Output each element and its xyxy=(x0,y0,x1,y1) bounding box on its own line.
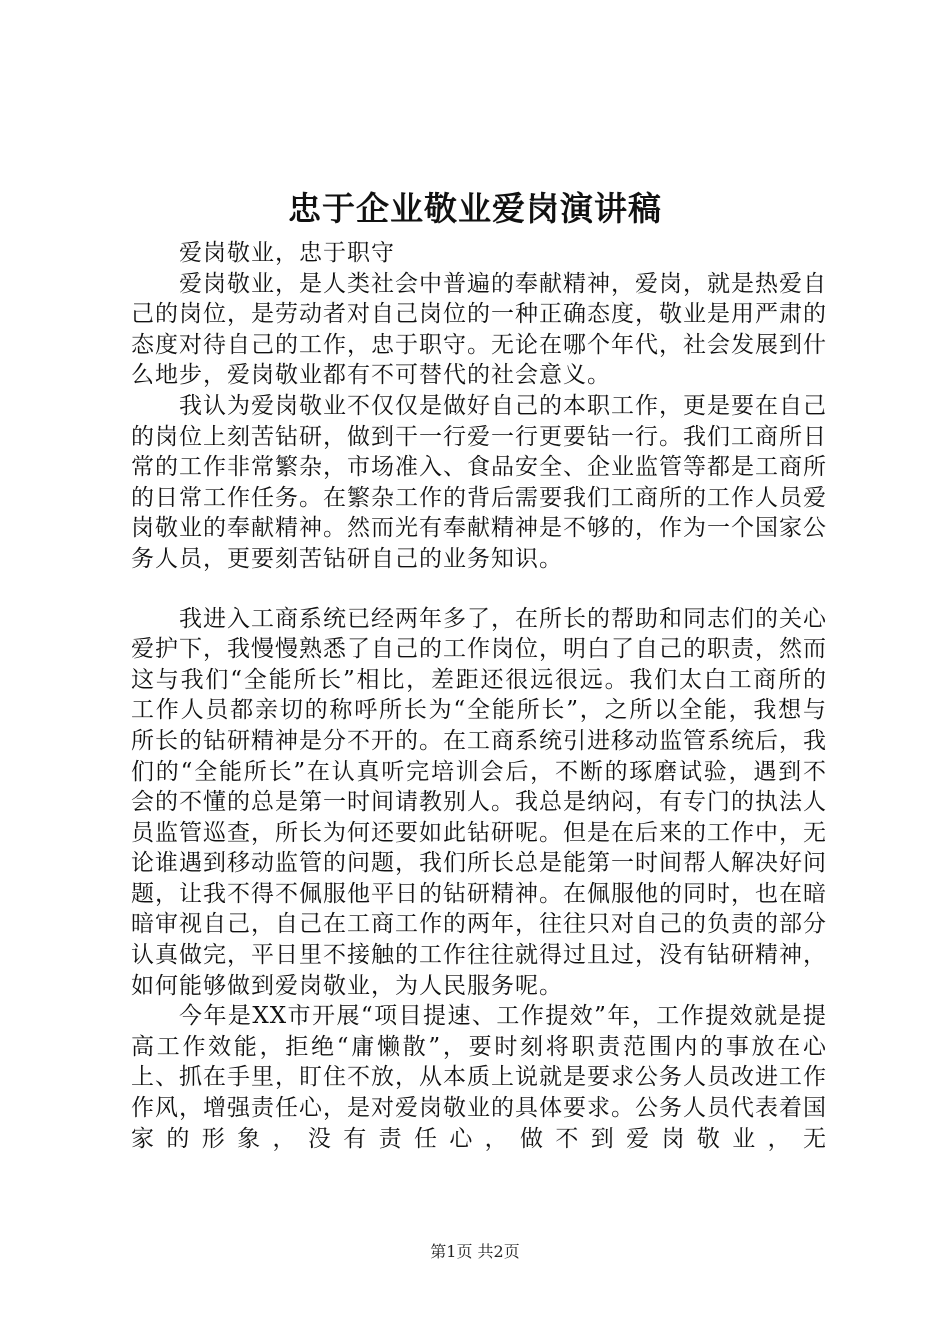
paragraph-intro: 爱岗敬业，是人类社会中普遍的奉献精神，爱岗，就是热爱自己的岗位，是劳动者对自己岗位的一种正确态度，敬业是用严肃的态度对待自己的工作，忠于职守。无论在哪个年代，社会发展到什么地步，爱岗敬业都有不可替代的社会意义。 xyxy=(131,270,827,389)
paragraph-study: 我认为爱岗敬业不仅仅是做好自己的本职工作，更是要在自己的岗位上刻苦钻研，做到干一行爱一行更要钻一行。我们工商所日常的工作非常繁杂，市场准入、食品安全、企业监管等都是工商所的日常工作任务。在繁杂工作的背后需要我们工商所的工作人员爱岗敬业的奉献精神。然而光有奉献精神是不够的，作为一个国家公务人员，更要刻苦钻研自己的业务知识。 xyxy=(131,392,827,572)
page-number: 第1页 共2页 xyxy=(430,1242,520,1261)
paragraph-efficiency: 今年是XX市开展“项目提速、工作提效”年，工作提效就是提高工作效能，拒绝“庸懒散”，要时刻将职责范围内的事放在心上、抓在手里，盯住不放，从本质上说就是要求公务人员改进工作作风，增强责任心，是对爱岗敬业的具体要求。公务人员代表着国家的形象，没有责任心，做不到爱岗敬业，无 xyxy=(131,1003,827,1152)
document-body xyxy=(131,238,827,1154)
paragraph-director: 我进入工商系统已经两年多了，在所长的帮助和同志们的关心爱护下，我慢慢熟悉了自己的工作岗位，明白了自己的职责，然而这与我们“全能所长”相比，差距还很远很远。我们太白工商所的工作人员都亲切的称呼所长为“全能所长”，之所以全能，我想与所长的钻研精神是分不开的。在工商系统引进移动监管系统后，我们的“全能所长”在认真听完培训会后，不断的琢磨试验，遇到不会的不懂的总是第一时间请教别人。我总是纳闷，有专门的执法人员监管巡查，所长为何还要如此钻研呢。但是在后来的工作中，无论谁遇到移动监管的问题，我们所长总是能第一时间帮人解决好问题，让我不得不佩服他平日的钻研精神。在佩服他的同时，也在暗暗审视自己，自己在工商工作的两年，往往只对自己的负责的部分认真做完，平日里不接触的工作往往就得过且过，没有钻研精神，如何能够做到爱岗敬业，为人民服务呢。 xyxy=(131,605,827,999)
page-title: 忠于企业敬业爱岗演讲稿 xyxy=(288,189,662,228)
paragraph-subtitle: 爱岗敬业，忠于职守 xyxy=(179,240,395,266)
